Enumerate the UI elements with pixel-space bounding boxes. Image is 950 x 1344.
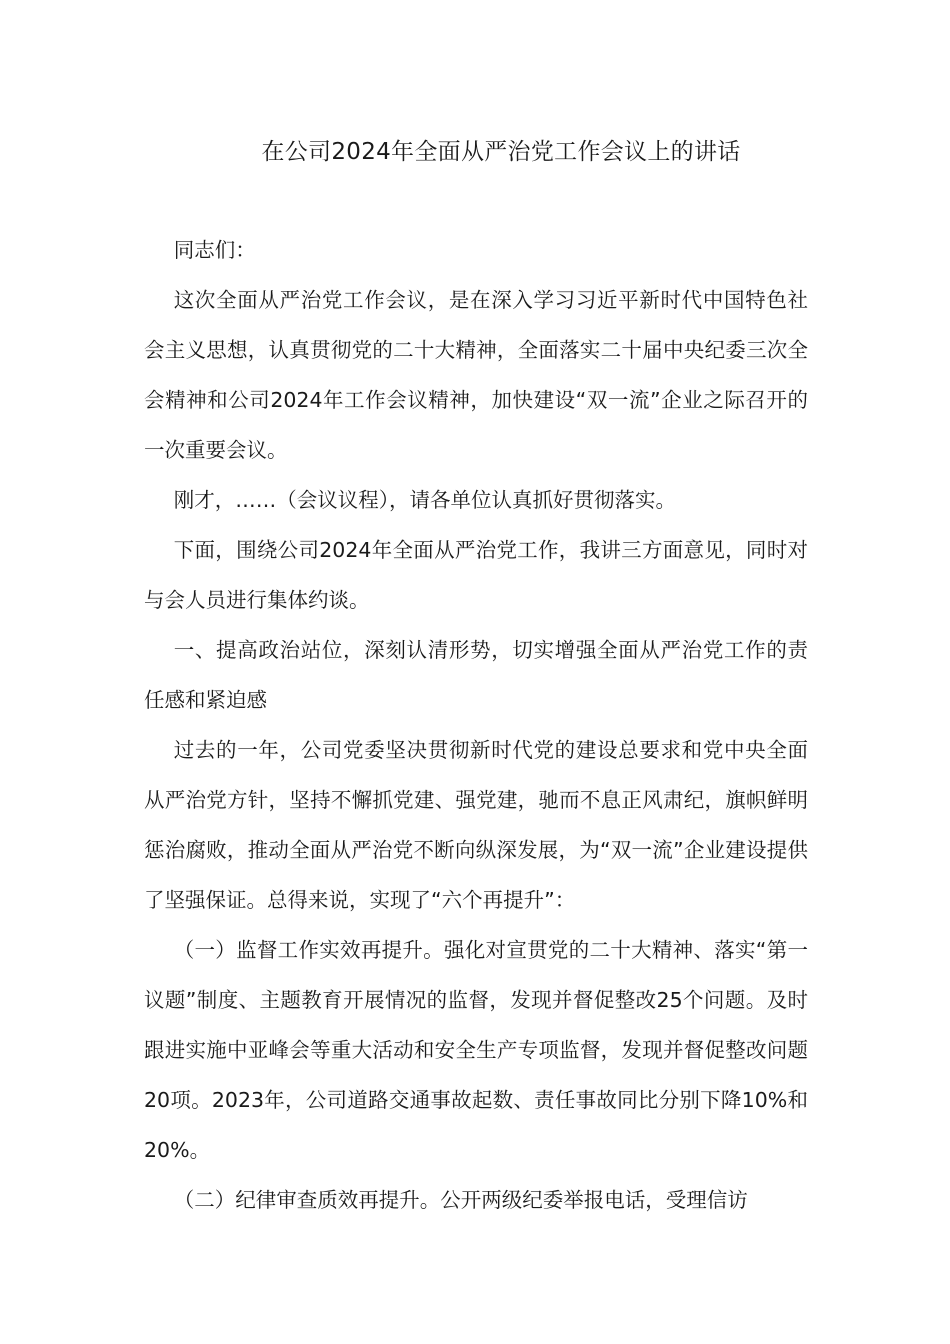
review-paragraph: 过去的一年，公司党委坚决贯彻新时代党的建设总要求和党中央全面从严治党方针，坚持不懈抓党建、强党建，驰而不息正风肃纪，旗帜鲜明惩治腐败，推动全面从严治党不断向纵深发展，为“双一流”企业建设提供了坚强保证。总得来说，实现了“六个再提升”：	[144, 738, 808, 912]
subsection-one-paragraph: （一）监督工作实效再提升。强化对宣贯党的二十大精神、落实“第一议题”制度、主题教育开展情况的监督，发现并督促整改25个问题。及时跟进实施中亚峰会等重大活动和安全生产专项监督，发现并督促整改问题20项。2023年，公司道路交通事故起数、责任事故同比分别下降10%和20%。	[144, 938, 808, 1162]
document-title: 在公司2024年全面从严治党工作会议上的讲话	[261, 139, 741, 165]
outline-paragraph: 下面，围绕公司2024年全面从严治党工作，我讲三方面意见，同时对与会人员进行集体约谈。	[144, 538, 808, 612]
document-body	[144, 225, 808, 1225]
agenda-paragraph: 刚才，……（会议议程），请各单位认真抓好贯彻落实。	[173, 488, 676, 512]
intro-paragraph: 这次全面从严治党工作会议，是在深入学习习近平新时代中国特色社会主义思想，认真贯彻党的二十大精神，全面落实二十届中央纪委三次全会精神和公司2024年工作会议精神，加快建设“双一流”企业之际召开的一次重要会议。	[144, 288, 808, 462]
section-one-heading: 一、提高政治站位，深刻认清形势，切实增强全面从严治党工作的责任感和紧迫感	[144, 638, 808, 712]
salutation-paragraph: 同志们：	[173, 238, 256, 262]
subsection-two-paragraph: （二）纪律审查质效再提升。公开两级纪委举报电话，受理信访	[173, 1188, 748, 1212]
